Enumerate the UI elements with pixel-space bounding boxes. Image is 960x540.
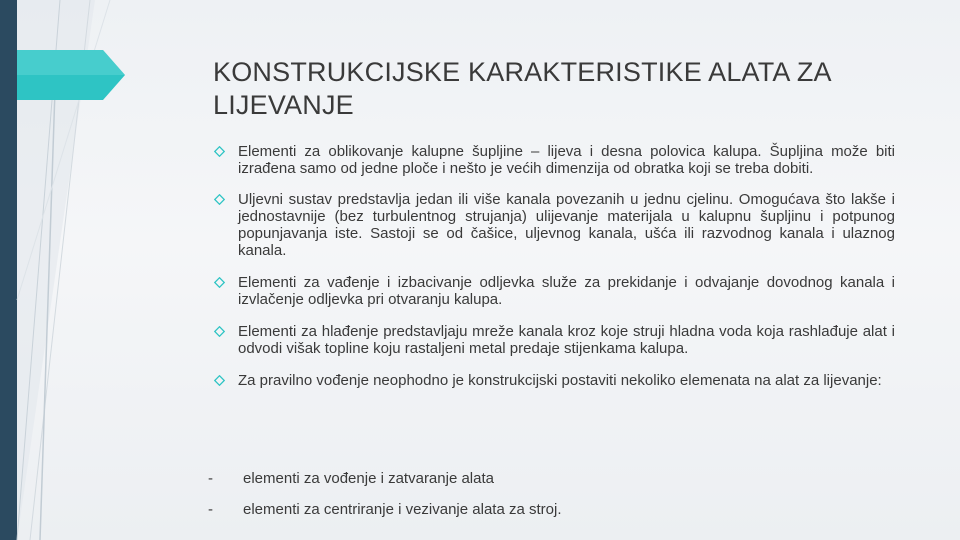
bullet-list bbox=[213, 143, 895, 404]
dash-marker: - bbox=[208, 501, 213, 518]
slide-title: KONSTRUKCIJSKE KARAKTERISTIKE ALATA ZA LIJEVANJE bbox=[213, 57, 831, 120]
sub-item-list bbox=[208, 470, 898, 532]
sub-item-text: elementi za vođenje i zatvaranje alata bbox=[243, 470, 494, 487]
dark-side-bar bbox=[0, 0, 17, 540]
sub-item-text: elementi za centriranje i vezivanje alata za stroj. bbox=[243, 501, 562, 518]
bullet-text: Za pravilno vođenje neophodno je konstrukcijski postaviti nekoliko elemenata na alat za lijevanje: bbox=[238, 372, 882, 389]
bullet-text: Elementi za oblikovanje kalupne šupljine – lijeva i desna polovica kalupa. Šupljina može biti izrađena samo od jedne ploče i nešto je većih dimenzija od obratka koji se treba dobiti. bbox=[238, 143, 895, 177]
diamond-outline-icon bbox=[214, 277, 225, 288]
diamond-outline-icon bbox=[214, 326, 225, 337]
diamond-outline-icon bbox=[214, 375, 225, 386]
bullet-item bbox=[213, 323, 895, 357]
bullet-item bbox=[213, 191, 895, 259]
sub-item bbox=[208, 470, 898, 487]
bullet-text: Elementi za hlađenje predstavljaju mreže kanala kroz koje struji hladna voda koja rashlađuje alat i odvodi višak topline koju rastaljeni metal predaje stijenkama kalupa. bbox=[238, 323, 895, 357]
diamond-outline-icon bbox=[214, 194, 225, 205]
teal-accent-highlight bbox=[17, 50, 125, 75]
dash-marker: - bbox=[208, 470, 213, 487]
diamond-outline-icon bbox=[214, 146, 225, 157]
bullet-item bbox=[213, 143, 895, 177]
bullet-text: Elementi za vađenje i izbacivanje odljevka služe za prekidanje i odvajanje dovodnog kanala i izvlačenje odljevka pri otvaranju kalupa. bbox=[238, 274, 895, 308]
bullet-item bbox=[213, 274, 895, 308]
bullet-text: Uljevni sustav predstavlja jedan ili više kanala povezanih u jednu cjelinu. Omogućava što lakše i jednostavnije (bez turbulentnog strujanja) ulijevanje materijala u kalupnu šupljinu i potpunog popunjavanja iste. Sastoji se od čašice, uljevnog kanala, ušća ili razvodnog kanala i ulaznog kanala. bbox=[238, 191, 895, 259]
bullet-item bbox=[213, 372, 895, 389]
decorative-side-graphic bbox=[0, 0, 140, 540]
sub-item bbox=[208, 501, 898, 518]
